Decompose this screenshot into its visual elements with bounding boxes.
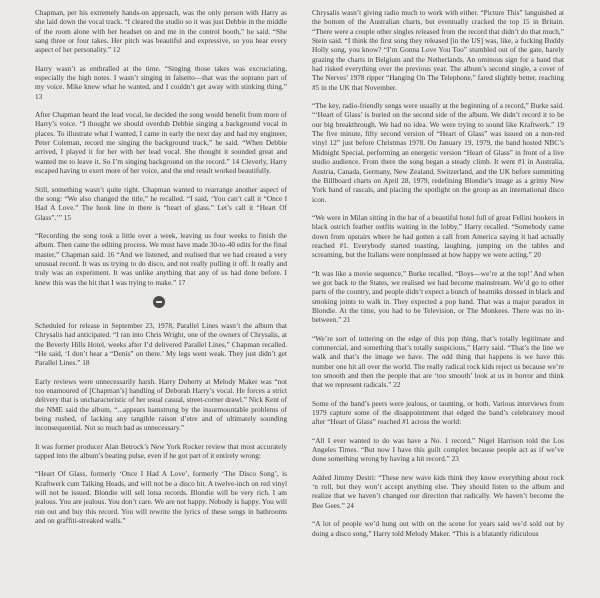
paragraph: “Recording the song took a little over a week, leaving us four weeks to finish the album. Then came the editing process. We must have made 30-to-40 edits for the final master,” Chapman said. 16 “And we listened, and realised that we had created a very unusual record. It was us trying to do disco, and not really pulling it off. It really and truly was an experiment. It was unlike anything that any of us had done before. I knew this was the hit that I was trying to make.” 17 [35,230,287,287]
paragraph: Harry wasn’t as enthralled at the time. “Singing those takes was excruciating, especially the high notes. I wasn’t singing in falsetto—that was the soprano part of my voice. Mike knew what he wanted, and I couldn’t get away with stinking thing.” 13 [35,63,287,101]
paragraph: “We were in Milan sitting in the bar of a beautiful hotel full of great Fellini hookers in black ostrich feather outfits waiting in the lobby,” Harry recalled. “Somebody came down from upstairs where he had gotten a call from America saying it had actually reached #1. Everybody started toasting, laughing, jumping on the tables and screaming, but the Italians were nonplussed at how happy we were acting.” 20 [312,212,564,260]
paragraph: “We’re sort of tottering on the edge of this pop thing, that’s totally legitimate and commercial, and something that’s totally suspicious,” Harry said. “That’s the line we walk and that’s the image we have. The odd thing that happens is we have this number one hit all over the world. The really radical rock kids reject us because we’re too smooth and then the people that are ‘too smooth’ look at us in horror and think that we represent radicals.” 22 [312,333,564,390]
right-column [312,8,564,538]
paragraph: Chapman, per his extremely hands-on approach, was the only person with Harry as she laid down the vocal track. “I cleared the studio so it was just Debbie in the middle of the room alone with her headset on and me in the control booth,” he said. “She sang three or four takes. Her pitch was beautiful and expressive, so you hear every aspect of her personality.” 12 [35,8,287,55]
paragraph: “The key, radio-friendly songs were usually at the beginning of a record,” Burke said. “‘Heart of Glass’ is buried on the second side of the album. We didn’t record it to be our big breakthrough. We had no idea. We were trying to sound like Kraftwerk.” 19 The five minute, fifty second version of “Heart of Glass” was issued on a non-red vinyl 12” just before Christmas 1978. On January 19, 1979, the band hosted NBC’s Midnight Special, performing an energetic version “Heart of Glass” in front of a live studio audience. From there the song began a steady climb. It went #1 in Australia, Austria, Canada, Germany, New Zealand, Switzerland, and the UK before summiting the Billboard charts on April 28, 1979, redefining Blondie’s image as a grimy New York band of rascals, and placing the spotlight on the group as an international disco icon. [312,101,564,204]
paragraph: Still, something wasn’t quite right. Chapman wanted to rearrange another aspect of the song: “We also changed the title,” he recalled. “I said, ‘You can’t call it “Once I Had A Love.” The hook line in there is “heart of glass.” Let’s call it “Heart Of Glass”.’” 15 [35,184,287,222]
paragraph: “Heart Of Glass, formerly ‘Once I Had A Love’, formerly ‘The Disco Song’, is Kraftwerk cum Talking Heads, and will not be a disco hit. A twelve-inch on red vinyl will not be issued. Blondie will sell lotsa records. Blondie will be very rich. I am jealous. You are jealous. You don’t care. We are not happy. Nobody is happy. You will run out and buy this record. You will rewrite the lyrics of these songs in bathrooms and on graffiti-streaked walls.” [35,469,287,526]
paragraph: “It was like a movie sequence,” Burke recalled. “Boys—we’re at the top!’ And when we got back to the States, we realised we had become mainstream. We’d go to other parts of the country, and people didn’t expect a bunch of beatniks dressed in black and smoking joints to walk in. They expected a pop band. That was a major paradox in Blondie. At the time, you had to be Television, or The Monkees. There was no in-between.” 21 [312,268,564,325]
paragraph: Some of the band’s peers were jealous, or taunting, or both. Various interviews from 1979 capture some of the disappointment that edged the band’s celebratory mood after “Heart of Glass” reached #1 across the world: [312,398,564,427]
paragraph: “A lot of people we’d hung out with on the scene for years said we’d sold out by doing a disco song,” Harry told Melody Maker. “This is a blatantly ridiculous [312,519,564,538]
paragraph: After Chapman heard the lead vocal, he decided the song would benefit from more of Harry’s voice. “I thought we should overdub Debbie singing a background vocal in places. To illustrate what I wanted, I came in early the next day and had my engineer, Peter Coleman, record me singing the background track,” he said. “When Debbie arrived, I played it for her with her lead vocal. She thought it sounded great and wanted me to leave it. So I’m singing background on the record.” 14 Cleverly, Harry escaped having to exert more of her voice, and the end result worked beautifully. [35,110,287,176]
paragraph: It was former producer Alan Betrock’s New York Rocker review that most accurately tapped into the album’s beating pulse, even if he got part of it entirely wrong: [35,441,287,461]
paragraph: Scheduled for release in September 23, 1978, Parallel Lines wasn’t the album that Chrysalis had anticipated. “I ran into Chris Wright, one of the owners of Chrysalis, at the Beverly Hills Hotel, weeks after I’d delivered Parallel Lines,” Chapman recalled. “He said, ‘I don’t hear a “Denis” on there.’ My legs went weak. They just didn’t get Parallel Lines.” 18 [35,320,287,368]
paragraph: Early reviews were unnecessarily harsh. Harry Doherty at Melody Maker was “not too enamoured of [Chapman’s] handling of Deborah Harry’s vocal. He forces a strict delivery that is uncharacteristic of her usual casual, street-corner drawl.” Nick Kent of the NME said the album, “...appears hamstrung by the insurmountable problems of being rushed, of lacking any tangible raison d’etre and of ultimately sounding inconsequential. Not so much bad as unnecessary.” [35,376,287,433]
paragraph: Added Jimmy Destri: “These new wave kids think they know everything about rock ‘n roll, but they won’t accept anything else. They should listen to the album and realize that we haven’t changed our direction that radically. We haven’t become the Bee Gees.” 24 [312,472,564,510]
paragraph: “All I ever wanted to do was have a No. 1 record,” Nigel Harrison told the Los Angeles Times. “But now I have this guilt complex because people act as if we’ve done something wrong by having a hit record.” 23 [312,435,564,464]
section-break-ornament-icon [153,296,165,308]
paragraph: Chrysalis wasn’t giving radio much to work with either. “Picture This” languished at the bottom of the Australian charts, but eventually cracked the top 15 in Britain. “There were a couple other singles released from the record that didn’t do that much,” Stein said. “I think the first song they released [in the US] was, like, a fucking Buddy Holly song, you know? “I’m Gonna Love You Too” stumbled out of the gate, barely grazing the charts in Belgium and the Netherlands. An ominous sign for a band that had risked everything over the previous year. The album’s second single, a cover of The Nerves’ 1978 ripper “Hanging On The Telephone,” fared slightly better, reaching #5 in the UK that November. [312,8,564,92]
left-column [35,8,287,525]
